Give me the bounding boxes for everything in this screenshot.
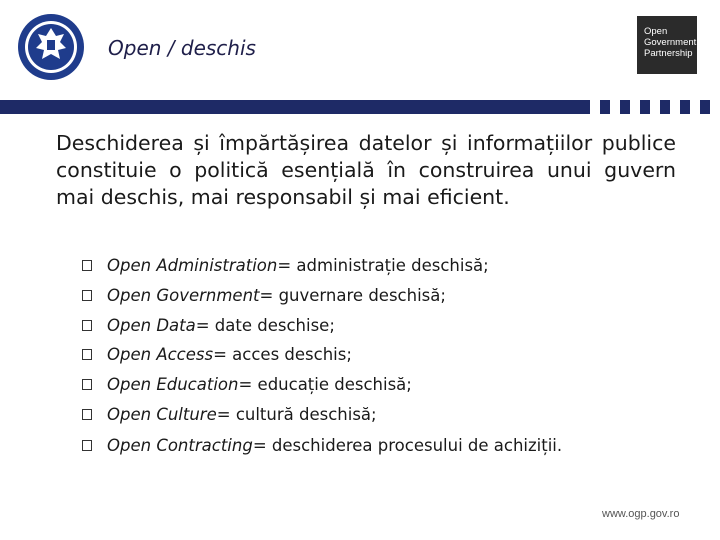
checkbox-bullet-icon xyxy=(82,260,92,271)
item-term: Open Contracting xyxy=(107,436,253,455)
item-term: Open Culture xyxy=(107,405,217,424)
checkbox-bullet-icon xyxy=(82,379,92,390)
footer-website: www.ogp.gov.ro xyxy=(602,508,680,520)
item-definition: = date deschise; xyxy=(195,316,335,335)
checkbox-bullet-icon xyxy=(82,290,92,301)
item-definition: = cultură deschisă; xyxy=(216,405,377,424)
item-definition: = administrație deschisă; xyxy=(277,256,489,275)
list-item xyxy=(82,345,352,364)
list-item xyxy=(82,375,412,394)
item-term: Open Data xyxy=(107,316,196,335)
item-term: Open Education xyxy=(107,375,239,394)
item-definition: = educație deschisă; xyxy=(238,375,412,394)
item-term: Open Administration xyxy=(107,256,278,275)
item-definition: = acces deschis; xyxy=(213,345,352,364)
ogp-logo-line: Government xyxy=(644,37,697,48)
list-item xyxy=(82,405,377,424)
page-title: Open / deschis xyxy=(108,36,256,60)
intro-paragraph: Deschiderea și împărtășirea datelor și informațiilor publice constituie o politică esențială în construirea unui guvern mai deschis, mai responsabil și mai eficient. xyxy=(56,131,676,209)
item-definition: = guvernare deschisă; xyxy=(259,286,446,305)
list-item xyxy=(82,316,335,335)
checkbox-bullet-icon xyxy=(82,320,92,331)
item-term: Open Access xyxy=(107,345,214,364)
checkbox-bullet-icon xyxy=(82,409,92,420)
item-definition: = deschiderea procesului de achiziții. xyxy=(252,436,563,455)
ogp-logo xyxy=(637,16,697,74)
checkbox-bullet-icon xyxy=(82,349,92,360)
list-item xyxy=(82,256,489,275)
ogp-logo-line: Partnership xyxy=(644,48,693,59)
checkbox-bullet-icon xyxy=(82,440,92,451)
item-term: Open Government xyxy=(107,286,260,305)
government-emblem-logo xyxy=(16,12,86,82)
header-divider-band xyxy=(0,100,720,114)
list-item xyxy=(82,436,562,455)
ogp-logo-line: Open xyxy=(644,26,668,37)
list-item xyxy=(82,286,446,305)
